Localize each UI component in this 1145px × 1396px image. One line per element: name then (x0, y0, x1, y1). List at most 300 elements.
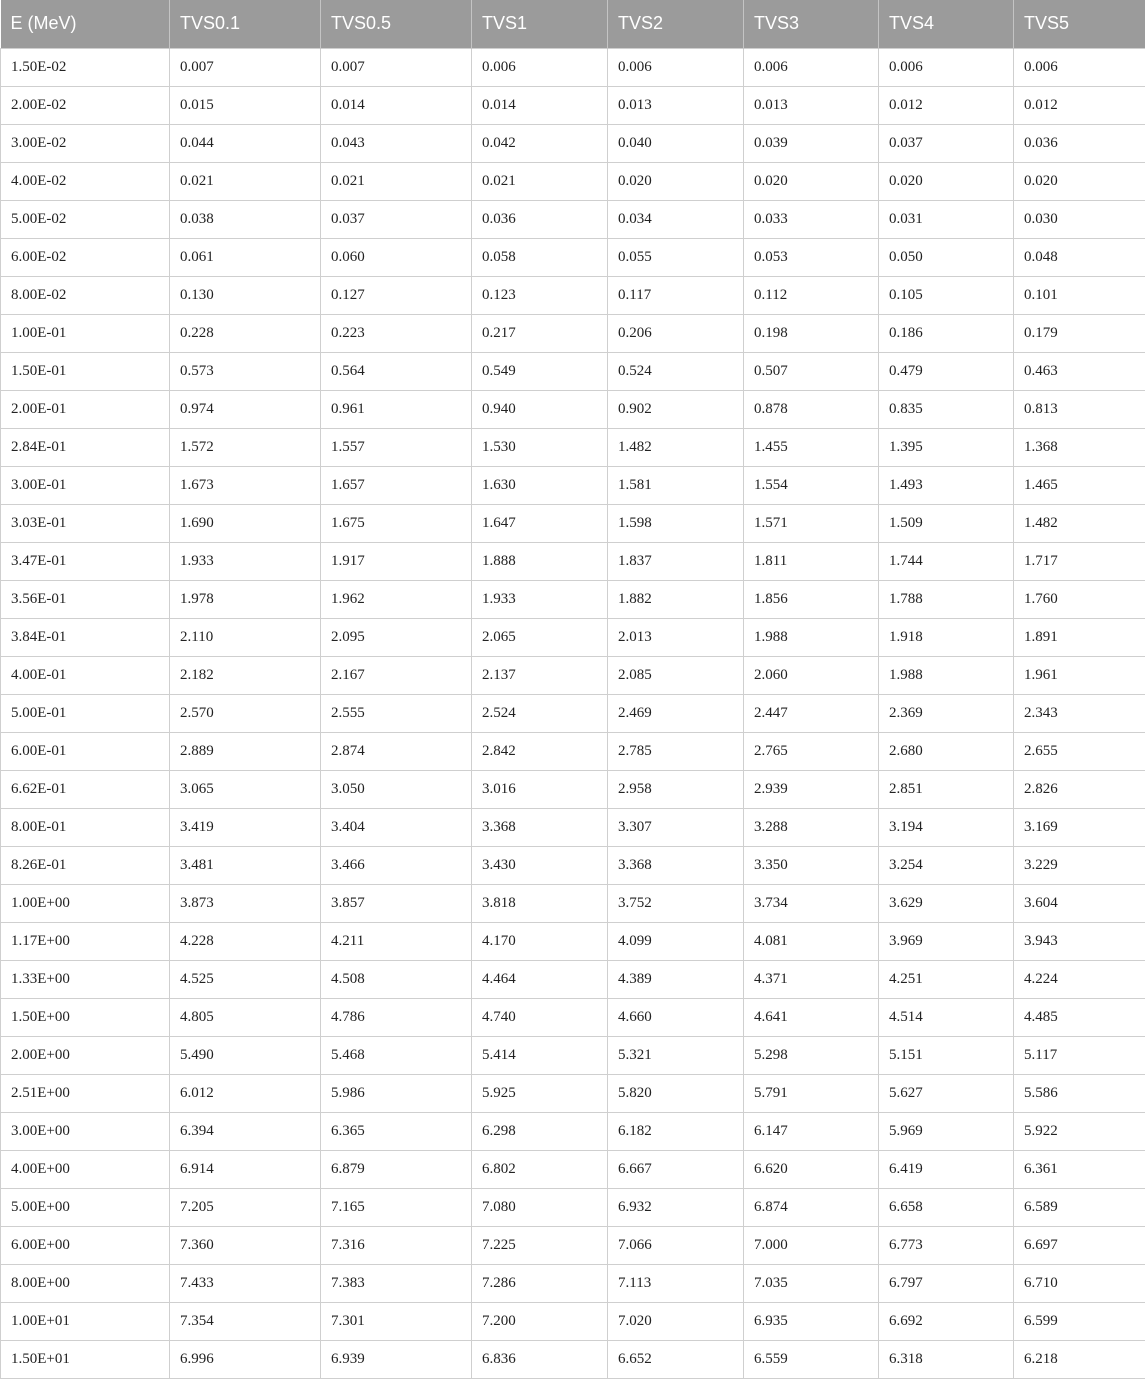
value-cell: 6.599 (1014, 1302, 1145, 1340)
value-cell: 7.020 (608, 1302, 744, 1340)
value-cell: 5.969 (879, 1112, 1014, 1150)
value-cell: 4.514 (879, 998, 1014, 1036)
value-cell: 0.021 (472, 162, 608, 200)
value-cell: 3.254 (879, 846, 1014, 884)
value-cell: 7.316 (321, 1226, 472, 1264)
energy-cell: 2.00E-01 (1, 390, 170, 428)
table-row (1, 86, 1145, 124)
energy-cell: 3.03E-01 (1, 504, 170, 542)
value-cell: 0.037 (879, 124, 1014, 162)
value-cell: 0.036 (472, 200, 608, 238)
value-cell: 3.288 (744, 808, 879, 846)
value-cell: 5.117 (1014, 1036, 1145, 1074)
value-cell: 6.935 (744, 1302, 879, 1340)
value-cell: 3.368 (472, 808, 608, 846)
value-cell: 4.211 (321, 922, 472, 960)
value-cell: 4.485 (1014, 998, 1145, 1036)
value-cell: 0.006 (879, 48, 1014, 86)
value-cell: 6.182 (608, 1112, 744, 1150)
value-cell: 1.557 (321, 428, 472, 466)
value-cell: 1.572 (170, 428, 321, 466)
value-cell: 0.186 (879, 314, 1014, 352)
value-cell: 0.053 (744, 238, 879, 276)
energy-cell: 8.00E-02 (1, 276, 170, 314)
value-cell: 0.127 (321, 276, 472, 314)
value-cell: 0.043 (321, 124, 472, 162)
value-cell: 1.690 (170, 504, 321, 542)
value-cell: 0.020 (1014, 162, 1145, 200)
value-cell: 3.734 (744, 884, 879, 922)
value-cell: 2.182 (170, 656, 321, 694)
value-cell: 6.419 (879, 1150, 1014, 1188)
energy-cell: 1.00E+01 (1, 1302, 170, 1340)
energy-cell: 1.50E+01 (1, 1340, 170, 1378)
value-cell: 5.298 (744, 1036, 879, 1074)
value-cell: 2.095 (321, 618, 472, 656)
table-row (1, 1112, 1145, 1150)
value-cell: 4.805 (170, 998, 321, 1036)
column-header-energy: E (MeV) (1, 0, 170, 48)
value-cell: 4.099 (608, 922, 744, 960)
table-row (1, 124, 1145, 162)
column-header-tvs: TVS2 (608, 0, 744, 48)
value-cell: 0.021 (321, 162, 472, 200)
table-row (1, 1264, 1145, 1302)
table-row (1, 48, 1145, 86)
value-cell: 0.117 (608, 276, 744, 314)
value-cell: 4.660 (608, 998, 744, 1036)
value-cell: 4.371 (744, 960, 879, 998)
table-row (1, 1188, 1145, 1226)
value-cell: 3.404 (321, 808, 472, 846)
value-cell: 3.194 (879, 808, 1014, 846)
energy-cell: 1.17E+00 (1, 922, 170, 960)
value-cell: 1.988 (879, 656, 1014, 694)
value-cell: 2.110 (170, 618, 321, 656)
value-cell: 0.055 (608, 238, 744, 276)
value-cell: 7.301 (321, 1302, 472, 1340)
value-cell: 0.033 (744, 200, 879, 238)
value-cell: 7.205 (170, 1188, 321, 1226)
value-cell: 0.130 (170, 276, 321, 314)
value-cell: 6.589 (1014, 1188, 1145, 1226)
value-cell: 2.680 (879, 732, 1014, 770)
value-cell: 6.996 (170, 1340, 321, 1378)
table-row (1, 1302, 1145, 1340)
value-cell: 1.675 (321, 504, 472, 542)
value-cell: 7.433 (170, 1264, 321, 1302)
value-cell: 5.151 (879, 1036, 1014, 1074)
column-header-tvs: TVS0.5 (321, 0, 472, 48)
value-cell: 4.740 (472, 998, 608, 1036)
value-cell: 0.039 (744, 124, 879, 162)
value-cell: 0.014 (472, 86, 608, 124)
table-row (1, 390, 1145, 428)
value-cell: 3.368 (608, 846, 744, 884)
energy-cell: 2.00E+00 (1, 1036, 170, 1074)
table-header (1, 0, 1145, 48)
value-cell: 1.760 (1014, 580, 1145, 618)
table-row (1, 352, 1145, 390)
value-cell: 0.048 (1014, 238, 1145, 276)
value-cell: 2.447 (744, 694, 879, 732)
table-row (1, 884, 1145, 922)
value-cell: 0.012 (1014, 86, 1145, 124)
value-cell: 0.021 (170, 162, 321, 200)
value-cell: 2.570 (170, 694, 321, 732)
table-row (1, 732, 1145, 770)
table-row (1, 162, 1145, 200)
value-cell: 1.891 (1014, 618, 1145, 656)
value-cell: 0.179 (1014, 314, 1145, 352)
energy-cell: 6.62E-01 (1, 770, 170, 808)
value-cell: 0.813 (1014, 390, 1145, 428)
table-row (1, 618, 1145, 656)
energy-cell: 1.33E+00 (1, 960, 170, 998)
energy-cell: 4.00E+00 (1, 1150, 170, 1188)
value-cell: 3.943 (1014, 922, 1145, 960)
value-cell: 6.620 (744, 1150, 879, 1188)
value-cell: 0.961 (321, 390, 472, 428)
value-cell: 4.224 (1014, 960, 1145, 998)
value-cell: 1.482 (1014, 504, 1145, 542)
value-cell: 0.835 (879, 390, 1014, 428)
value-cell: 5.414 (472, 1036, 608, 1074)
value-cell: 5.586 (1014, 1074, 1145, 1112)
value-cell: 6.697 (1014, 1226, 1145, 1264)
value-cell: 2.842 (472, 732, 608, 770)
value-cell: 3.229 (1014, 846, 1145, 884)
value-cell: 2.167 (321, 656, 472, 694)
table-row (1, 580, 1145, 618)
value-cell: 2.889 (170, 732, 321, 770)
value-cell: 7.286 (472, 1264, 608, 1302)
value-cell: 7.225 (472, 1226, 608, 1264)
value-cell: 2.826 (1014, 770, 1145, 808)
value-cell: 6.667 (608, 1150, 744, 1188)
table-row (1, 428, 1145, 466)
value-cell: 1.888 (472, 542, 608, 580)
value-cell: 2.469 (608, 694, 744, 732)
value-cell: 0.060 (321, 238, 472, 276)
value-cell: 0.020 (608, 162, 744, 200)
value-cell: 1.744 (879, 542, 1014, 580)
table-row (1, 960, 1145, 998)
value-cell: 0.050 (879, 238, 1014, 276)
table-row (1, 1150, 1145, 1188)
value-cell: 3.065 (170, 770, 321, 808)
value-cell: 0.038 (170, 200, 321, 238)
value-cell: 1.493 (879, 466, 1014, 504)
energy-cell: 8.00E+00 (1, 1264, 170, 1302)
value-cell: 0.006 (608, 48, 744, 86)
value-cell: 4.508 (321, 960, 472, 998)
value-cell: 3.481 (170, 846, 321, 884)
value-cell: 1.837 (608, 542, 744, 580)
value-cell: 6.797 (879, 1264, 1014, 1302)
table-row (1, 770, 1145, 808)
value-cell: 2.874 (321, 732, 472, 770)
table-row (1, 1340, 1145, 1378)
value-cell: 0.902 (608, 390, 744, 428)
header-row (1, 0, 1145, 48)
table-row (1, 1036, 1145, 1074)
value-cell: 0.014 (321, 86, 472, 124)
value-cell: 0.123 (472, 276, 608, 314)
value-cell: 4.228 (170, 922, 321, 960)
value-cell: 0.549 (472, 352, 608, 390)
value-cell: 0.058 (472, 238, 608, 276)
value-cell: 5.986 (321, 1074, 472, 1112)
value-cell: 6.559 (744, 1340, 879, 1378)
value-cell: 0.217 (472, 314, 608, 352)
value-cell: 6.874 (744, 1188, 879, 1226)
energy-cell: 2.51E+00 (1, 1074, 170, 1112)
value-cell: 1.657 (321, 466, 472, 504)
value-cell: 6.147 (744, 1112, 879, 1150)
value-cell: 7.354 (170, 1302, 321, 1340)
value-cell: 6.939 (321, 1340, 472, 1378)
value-cell: 4.170 (472, 922, 608, 960)
value-cell: 1.717 (1014, 542, 1145, 580)
value-cell: 0.223 (321, 314, 472, 352)
value-cell: 0.012 (879, 86, 1014, 124)
value-cell: 0.974 (170, 390, 321, 428)
value-cell: 1.811 (744, 542, 879, 580)
value-cell: 0.042 (472, 124, 608, 162)
table-row (1, 1074, 1145, 1112)
value-cell: 6.914 (170, 1150, 321, 1188)
value-cell: 3.873 (170, 884, 321, 922)
value-cell: 0.573 (170, 352, 321, 390)
value-cell: 6.802 (472, 1150, 608, 1188)
value-cell: 4.081 (744, 922, 879, 960)
table-body (1, 48, 1145, 1378)
energy-cell: 3.00E+00 (1, 1112, 170, 1150)
value-cell: 6.692 (879, 1302, 1014, 1340)
value-cell: 2.655 (1014, 732, 1145, 770)
value-cell: 6.318 (879, 1340, 1014, 1378)
energy-cell: 3.56E-01 (1, 580, 170, 618)
value-cell: 3.857 (321, 884, 472, 922)
value-cell: 1.917 (321, 542, 472, 580)
table-row (1, 542, 1145, 580)
value-cell: 3.752 (608, 884, 744, 922)
value-cell: 2.939 (744, 770, 879, 808)
energy-cell: 8.00E-01 (1, 808, 170, 846)
value-cell: 2.851 (879, 770, 1014, 808)
table-row (1, 808, 1145, 846)
value-cell: 3.430 (472, 846, 608, 884)
value-cell: 7.113 (608, 1264, 744, 1302)
table-row (1, 694, 1145, 732)
energy-cell: 6.00E+00 (1, 1226, 170, 1264)
value-cell: 1.571 (744, 504, 879, 542)
column-header-tvs: TVS0.1 (170, 0, 321, 48)
value-cell: 2.524 (472, 694, 608, 732)
value-cell: 6.773 (879, 1226, 1014, 1264)
table-row (1, 466, 1145, 504)
value-cell: 4.786 (321, 998, 472, 1036)
value-cell: 3.016 (472, 770, 608, 808)
column-header-tvs: TVS4 (879, 0, 1014, 48)
value-cell: 1.962 (321, 580, 472, 618)
value-cell: 0.013 (608, 86, 744, 124)
value-cell: 6.394 (170, 1112, 321, 1150)
value-cell: 7.035 (744, 1264, 879, 1302)
value-cell: 0.037 (321, 200, 472, 238)
energy-cell: 1.00E-01 (1, 314, 170, 352)
value-cell: 6.836 (472, 1340, 608, 1378)
value-cell: 6.218 (1014, 1340, 1145, 1378)
column-header-tvs: TVS3 (744, 0, 879, 48)
energy-cell: 3.00E-02 (1, 124, 170, 162)
value-cell: 0.030 (1014, 200, 1145, 238)
value-cell: 1.482 (608, 428, 744, 466)
value-cell: 0.020 (744, 162, 879, 200)
value-cell: 4.525 (170, 960, 321, 998)
energy-cell: 1.50E-01 (1, 352, 170, 390)
energy-cell: 5.00E-01 (1, 694, 170, 732)
energy-cell: 8.26E-01 (1, 846, 170, 884)
value-cell: 0.006 (1014, 48, 1145, 86)
value-cell: 1.856 (744, 580, 879, 618)
value-cell: 3.050 (321, 770, 472, 808)
value-cell: 5.321 (608, 1036, 744, 1074)
energy-cell: 2.84E-01 (1, 428, 170, 466)
value-cell: 1.978 (170, 580, 321, 618)
value-cell: 6.658 (879, 1188, 1014, 1226)
value-cell: 0.507 (744, 352, 879, 390)
value-cell: 2.765 (744, 732, 879, 770)
value-cell: 0.206 (608, 314, 744, 352)
table-row (1, 846, 1145, 884)
energy-cell: 6.00E-01 (1, 732, 170, 770)
value-cell: 6.710 (1014, 1264, 1145, 1302)
table-row (1, 504, 1145, 542)
value-cell: 0.007 (170, 48, 321, 86)
value-cell: 0.463 (1014, 352, 1145, 390)
value-cell: 1.581 (608, 466, 744, 504)
value-cell: 1.598 (608, 504, 744, 542)
value-cell: 2.085 (608, 656, 744, 694)
value-cell: 4.251 (879, 960, 1014, 998)
value-cell: 6.652 (608, 1340, 744, 1378)
value-cell: 0.101 (1014, 276, 1145, 314)
value-cell: 4.389 (608, 960, 744, 998)
value-cell: 1.882 (608, 580, 744, 618)
value-cell: 0.105 (879, 276, 1014, 314)
value-cell: 0.040 (608, 124, 744, 162)
value-cell: 0.036 (1014, 124, 1145, 162)
energy-cell: 4.00E-02 (1, 162, 170, 200)
table-row (1, 238, 1145, 276)
value-cell: 2.785 (608, 732, 744, 770)
value-cell: 0.524 (608, 352, 744, 390)
value-cell: 0.020 (879, 162, 1014, 200)
value-cell: 0.044 (170, 124, 321, 162)
energy-cell: 4.00E-01 (1, 656, 170, 694)
value-cell: 0.112 (744, 276, 879, 314)
energy-cell: 6.00E-02 (1, 238, 170, 276)
value-cell: 5.468 (321, 1036, 472, 1074)
value-cell: 1.933 (472, 580, 608, 618)
value-cell: 0.006 (472, 48, 608, 86)
value-cell: 1.788 (879, 580, 1014, 618)
value-cell: 5.820 (608, 1074, 744, 1112)
table-row (1, 314, 1145, 352)
value-cell: 6.365 (321, 1112, 472, 1150)
value-cell: 0.006 (744, 48, 879, 86)
value-cell: 1.530 (472, 428, 608, 466)
value-cell: 2.343 (1014, 694, 1145, 732)
table-row (1, 922, 1145, 960)
table-row (1, 656, 1145, 694)
value-cell: 1.918 (879, 618, 1014, 656)
value-cell: 3.350 (744, 846, 879, 884)
value-cell: 6.012 (170, 1074, 321, 1112)
energy-cell: 3.00E-01 (1, 466, 170, 504)
energy-cell: 3.47E-01 (1, 542, 170, 580)
value-cell: 7.360 (170, 1226, 321, 1264)
energy-cell: 2.00E-02 (1, 86, 170, 124)
value-cell: 6.361 (1014, 1150, 1145, 1188)
value-cell: 3.604 (1014, 884, 1145, 922)
value-cell: 2.065 (472, 618, 608, 656)
value-cell: 2.060 (744, 656, 879, 694)
value-cell: 7.165 (321, 1188, 472, 1226)
value-cell: 1.673 (170, 466, 321, 504)
value-cell: 5.791 (744, 1074, 879, 1112)
value-cell: 0.061 (170, 238, 321, 276)
value-cell: 1.988 (744, 618, 879, 656)
value-cell: 5.925 (472, 1074, 608, 1112)
value-cell: 6.298 (472, 1112, 608, 1150)
energy-cell: 1.50E-02 (1, 48, 170, 86)
value-cell: 0.228 (170, 314, 321, 352)
table-row (1, 276, 1145, 314)
energy-cell: 3.84E-01 (1, 618, 170, 656)
table-row (1, 998, 1145, 1036)
value-cell: 1.395 (879, 428, 1014, 466)
value-cell: 1.455 (744, 428, 879, 466)
value-cell: 7.383 (321, 1264, 472, 1302)
value-cell: 3.818 (472, 884, 608, 922)
value-cell: 0.198 (744, 314, 879, 352)
table-row (1, 200, 1145, 238)
value-cell: 1.961 (1014, 656, 1145, 694)
value-cell: 1.647 (472, 504, 608, 542)
value-cell: 0.007 (321, 48, 472, 86)
value-cell: 0.878 (744, 390, 879, 428)
value-cell: 5.490 (170, 1036, 321, 1074)
value-cell: 2.369 (879, 694, 1014, 732)
value-cell: 1.933 (170, 542, 321, 580)
value-cell: 3.419 (170, 808, 321, 846)
value-cell: 2.013 (608, 618, 744, 656)
value-cell: 0.940 (472, 390, 608, 428)
value-cell: 2.137 (472, 656, 608, 694)
value-cell: 3.307 (608, 808, 744, 846)
value-cell: 1.630 (472, 466, 608, 504)
value-cell: 2.555 (321, 694, 472, 732)
energy-cell: 5.00E-02 (1, 200, 170, 238)
value-cell: 4.641 (744, 998, 879, 1036)
value-cell: 7.000 (744, 1226, 879, 1264)
value-cell: 3.969 (879, 922, 1014, 960)
value-cell: 2.958 (608, 770, 744, 808)
value-cell: 3.466 (321, 846, 472, 884)
